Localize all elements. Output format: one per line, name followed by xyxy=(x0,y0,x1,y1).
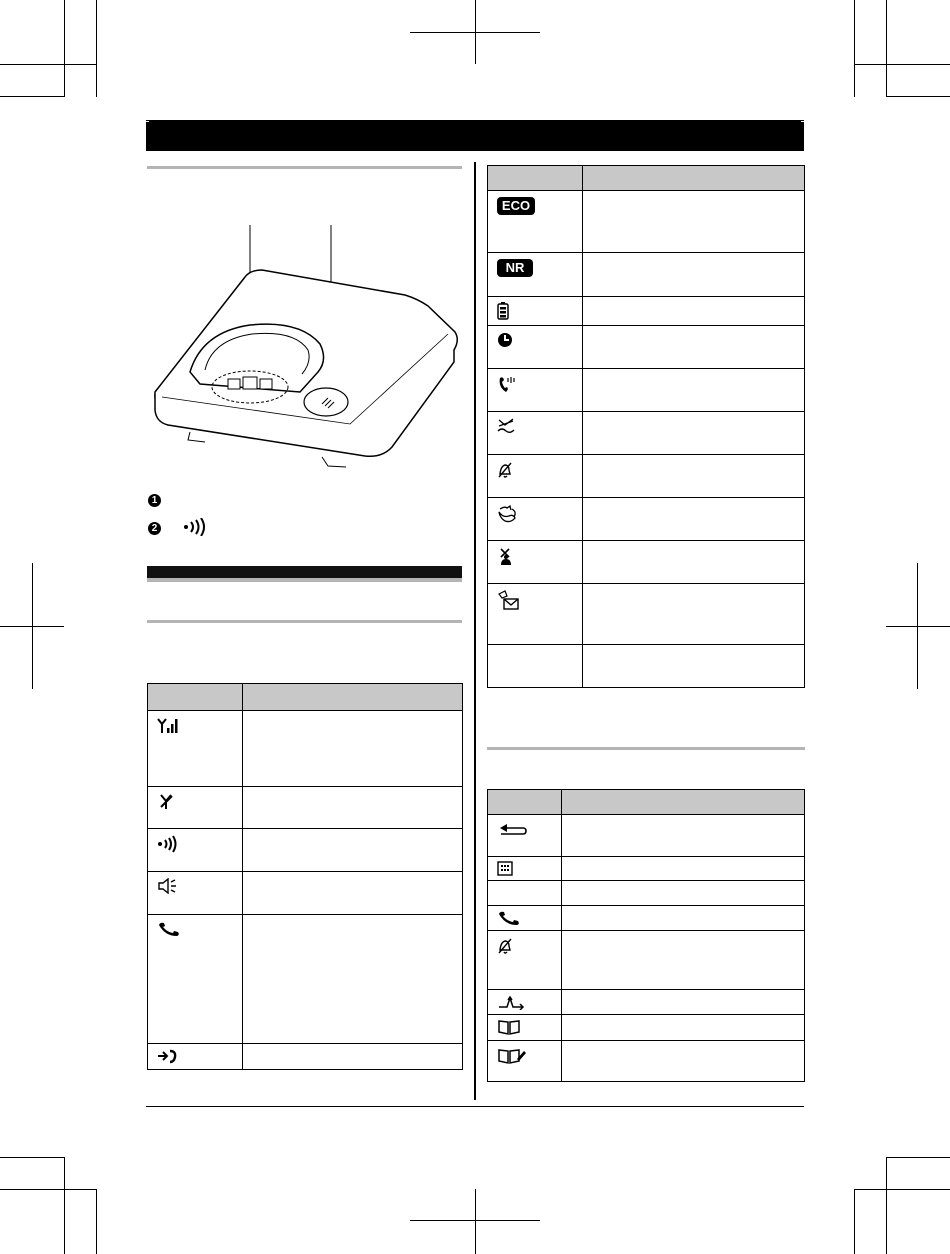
table-row xyxy=(488,253,805,297)
section-rule xyxy=(147,166,462,169)
handset-ringing-icon xyxy=(497,375,517,393)
table-row xyxy=(488,498,805,541)
table-row xyxy=(148,787,463,829)
table-row xyxy=(488,191,805,253)
table-row xyxy=(488,645,805,688)
locator-wave-icon xyxy=(157,835,181,853)
crop-mark xyxy=(64,1157,65,1254)
subsection-rule xyxy=(147,620,462,623)
charge-contact xyxy=(228,379,240,389)
transfer-arrow-icon xyxy=(497,994,527,1010)
table-row xyxy=(148,711,463,787)
crop-mark xyxy=(0,64,97,65)
crop-mark xyxy=(0,96,64,97)
display-icons-table xyxy=(147,683,463,1070)
back-arrow-icon xyxy=(497,821,529,837)
crop-mark xyxy=(410,1220,540,1221)
table-header-row xyxy=(488,166,805,191)
charge-contact xyxy=(243,377,257,389)
table-row xyxy=(148,915,463,1044)
ringer-off-icon xyxy=(497,937,513,955)
table-header-row xyxy=(488,790,805,815)
menu-grid-icon xyxy=(497,861,513,876)
table-row xyxy=(488,455,805,498)
header-rule xyxy=(146,120,804,121)
table-header-row xyxy=(148,684,463,711)
crop-mark xyxy=(854,0,855,97)
column-divider xyxy=(474,162,476,1100)
status-icons-table xyxy=(487,165,805,688)
alarm-clock-icon xyxy=(497,332,513,348)
crop-mark xyxy=(475,1189,476,1254)
callout-number-1: 1 xyxy=(148,494,161,507)
table-row xyxy=(488,906,805,931)
table-row xyxy=(488,931,805,990)
speaker-icon xyxy=(157,878,177,894)
battery-icon xyxy=(497,302,509,320)
crop-mark xyxy=(854,1189,855,1254)
handset-talk-icon xyxy=(157,921,183,937)
crop-mark xyxy=(854,64,950,65)
table-row xyxy=(488,857,805,881)
crop-mark xyxy=(410,32,540,33)
crop-mark xyxy=(886,1157,887,1254)
crop-mark xyxy=(64,0,65,97)
table-row xyxy=(488,990,805,1015)
charge-contact xyxy=(260,379,272,389)
table-row xyxy=(488,881,805,906)
silent-mode-icon xyxy=(497,547,515,567)
page-header-bar xyxy=(146,122,804,151)
soft-key-icons-table xyxy=(487,789,805,1082)
crop-mark xyxy=(0,1189,97,1190)
crop-mark xyxy=(886,1157,950,1158)
eco-label: ECO xyxy=(501,198,531,213)
eco-mode-icon xyxy=(497,197,535,215)
subsection-rule xyxy=(487,747,805,750)
table-row xyxy=(488,1015,805,1041)
table-row xyxy=(488,326,805,369)
voice-message-icon xyxy=(497,590,519,612)
locator-button xyxy=(304,388,348,416)
table-row xyxy=(148,829,463,872)
callout-number-2: 2 xyxy=(148,522,161,535)
table-row xyxy=(488,412,805,455)
table-row xyxy=(148,1044,463,1070)
phonebook-icon xyxy=(497,1019,521,1035)
night-mode-icon xyxy=(497,504,519,524)
crop-mark xyxy=(886,626,950,627)
base-unit-figure xyxy=(150,222,462,472)
table-row xyxy=(488,584,805,645)
antenna-out-of-range-icon xyxy=(157,793,177,811)
table-row xyxy=(488,297,805,326)
table-row xyxy=(488,815,805,857)
nr-label: NR xyxy=(505,260,525,275)
signal-bars-icon xyxy=(157,717,179,735)
crop-mark xyxy=(0,1157,64,1158)
handset-talk-icon xyxy=(497,910,523,926)
table-row xyxy=(148,872,463,915)
crop-mark xyxy=(96,0,97,97)
crop-mark xyxy=(886,0,887,97)
table-row xyxy=(488,1041,805,1082)
footer-rule xyxy=(146,1106,804,1107)
intercom-arrow-icon xyxy=(157,1048,181,1064)
ringer-off-icon xyxy=(497,461,513,479)
crop-mark xyxy=(96,1189,97,1254)
call-block-icon xyxy=(497,418,515,434)
crop-mark xyxy=(854,1189,950,1190)
table-row xyxy=(488,541,805,584)
crop-mark xyxy=(886,96,950,97)
noise-reduction-icon xyxy=(497,259,533,277)
section-heading-bar xyxy=(147,566,462,582)
phonebook-edit-icon xyxy=(497,1047,527,1065)
crop-mark xyxy=(0,626,64,627)
table-row xyxy=(488,369,805,412)
locator-wave-icon xyxy=(182,518,208,536)
